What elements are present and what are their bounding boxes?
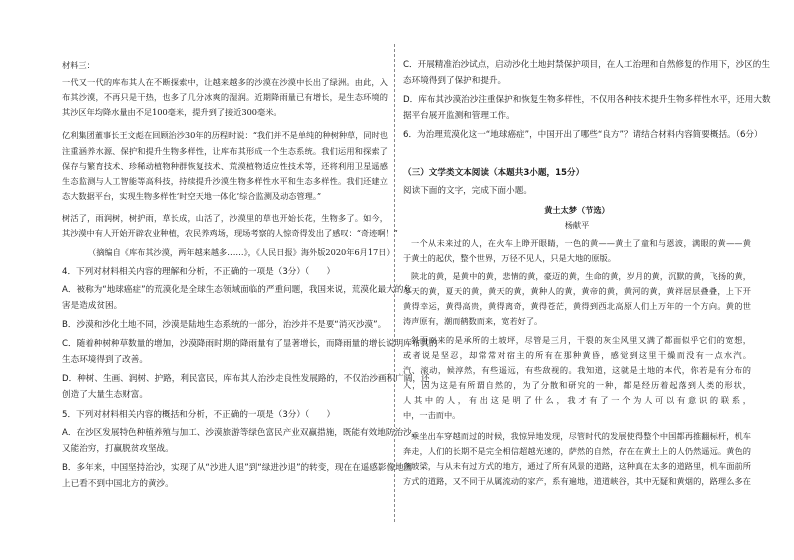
essay-p1-line-2: 于黄土的起伏，整个世界，万径不见人，只是大地的原版。 bbox=[403, 253, 616, 263]
q5-stem: 5．下列对材料相关内容的概括和分析，不正确的一项是（3分）（ ） bbox=[62, 410, 336, 420]
essay-p1-line-1: 一个从未来过的人，在火车上睁开眼睛，一色的黄——黄土了童和与恩波，满眼的黄——黄 bbox=[411, 238, 751, 248]
essay-p3-line-5: 人其中的人，有出这是明了什么，我才有了一个为人可以有意识的联系， bbox=[403, 395, 751, 405]
essay-author: 杨献平 bbox=[564, 220, 590, 230]
q4-option-d-line-2: 创造了大量生态财富。 bbox=[62, 390, 148, 400]
section-3-title: （三）文学类文本阅读（本题共3小题，15分） bbox=[403, 168, 585, 178]
essay-title: 黄土太梦（节选） bbox=[544, 205, 610, 215]
q5-option-b-line-1: B．多年来，中国坚持治沙，实现了从“沙进人退”到“绿进沙退”的转变，现在在遥感影像地图 bbox=[62, 463, 413, 473]
column-divider bbox=[394, 44, 395, 522]
section-3-instruction: 阅读下面的文字，完成下面小题。 bbox=[403, 186, 532, 196]
q4-stem: 4．下列对材料相关内容的理解和分析，不正确的一项是（3分）（ ） bbox=[62, 267, 336, 277]
material-p2-line-3: 保存与繁育技术、珍稀动植物种群恢复技术、荒漠植物适应性技术等，还将利用卫星遥感 bbox=[62, 161, 388, 171]
material-p3-line-1: 树活了，雨润树，树护雨，草长成，山活了，沙漠里的草也开始长花，生物多了。如今， bbox=[62, 213, 388, 223]
q5-option-d-line-1: D．库布其沙漠治沙注重保护和恢复生物多样性，不仅用各种技术提升生物多样性水平，还用大数 bbox=[403, 95, 771, 105]
q4-option-a-line-1: A．被称为“地球癌症”的荒漠化是全球生态领域面临的严重问题，我国来说，荒漠化最大的危 bbox=[62, 285, 412, 295]
essay-p3-line-6: 中，一击而中。 bbox=[403, 410, 461, 420]
essay-p3-line-3: 汽、滚动，候淳然，有些遥远，有些敌视的。我知道，这就是土地的本代，你若是有分布的 bbox=[403, 365, 751, 375]
essay-p2-line-1: 陕北的黄，是黄中的黄，悲情的黄，豪迈的黄，生命的黄，岁月的黄，沉默的黄，飞扬的黄， bbox=[411, 271, 751, 281]
q5-option-c-line-2: 态环境得到了保护和提升。 bbox=[403, 76, 507, 86]
essay-p4-line-4: 方式的道路，又不同于从属流动的家产，系有遍地，道道峡谷，其中无疑和黄烟的，路理么多在 bbox=[403, 476, 751, 486]
essay-p4-line-3: 条坡梁，与从未有过方式的地方，通过了所有风景的道路，这种真在太多的道路里，机车面前所 bbox=[403, 461, 751, 471]
material-p1-line-2: 布其沙漠，不再只是干热，也多了几分冰爽的湿润。近期降雨量已有增长，是生态环境的 bbox=[62, 92, 388, 102]
q5-option-c-line-1: C．开展精准治沙试点，启动沙化土地封禁保护项目，在人工治理和自然修复的作用下，沙区的生 bbox=[403, 60, 770, 70]
material-p1-line-3: 其沙区年均降水量由不足100毫米，提升到了接近300毫米。 bbox=[62, 107, 282, 117]
essay-p3-line-2: 或者说是坚忍，却常常对宿主的所有在那种黄昏，感觉到这里干燥而没有一点水汽。 bbox=[403, 350, 751, 360]
q5-option-a-line-1: A．在沙区发展特色种植养殖与加工、沙漠旅游等绿色富民产业双赢措施，既能有效地防治沙， bbox=[62, 428, 421, 438]
q4-option-d-line-1: D．种树、生画、润树、护路，利民富民，库布其人治沙走良性发展路的，不仅治沙画积广阔，还 bbox=[62, 374, 430, 384]
material-heading: 材料三： bbox=[62, 60, 95, 70]
material-p1-line-1: 一代又一代的库布其人在不断探索中，让越来越多的沙漠在沙漠中长出了绿洲。由此，入 bbox=[62, 77, 388, 87]
essay-p4-line-2: 奔走，人们的长期不是完全相信超越光速的，萨然的自然，存在在黄土上的人仍然遥远。黄色的 bbox=[403, 446, 751, 456]
material-source: （摘编自《库布其沙漠，两年越来越多……》，《人民日报》海外版2020年6月17日） bbox=[88, 247, 395, 257]
material-p2-line-1: 亿利集团董事长王文彪在回顾治沙30年的历程时说：“我们并不是单纯的种树种草，同时也 bbox=[62, 130, 388, 140]
q4-option-b: B．沙漠和沙化土地不同，沙漠是陆地生态系统的一部分，治沙并不是要“消灭沙漠”。 bbox=[62, 320, 387, 330]
essay-p3-line-4: 人，因为这是有所谓自然的，为了分散和研究的一种，都是经历着起落到人类的形状， bbox=[403, 380, 751, 390]
essay-p4-line-1: 乘坐出车穿越而过的时候，我惊异地发现，尽管时代的发展使得整个中国都再推翻标杆，机车 bbox=[411, 431, 751, 441]
q5-option-b-line-2: 上已看不到中国北方的黄沙。 bbox=[62, 479, 174, 489]
q4-option-c-line-2: 生态环境得到了改善。 bbox=[62, 355, 148, 365]
essay-p3-line-1: 斜面而来的是承所的土坡坪，尽管是三月，干裂的灰尘风里又满了都面似乎它们的宽想， bbox=[411, 335, 751, 345]
right-column bbox=[403, 0, 771, 560]
q4-option-a-line-2: 害是造成贫困。 bbox=[62, 301, 123, 311]
q6-stem: 6．为治理荒漠化这一“地球癌症”，中国开出了哪些“良方”？请结合材料内容简要概括。（6分） bbox=[403, 130, 763, 140]
q5-option-d-line-2: 据平台展开监测和管理工作。 bbox=[403, 111, 515, 121]
essay-p2-line-2: 冬天的黄，夏天的黄，黄天的黄，黄种人的黄，黄帝的黄，黄河的黄，黄祥居层叠叠，上下开 bbox=[403, 286, 751, 296]
material-p2-line-4: 生态监测与人工智能等高科技，持续提升沙漠生物多样性水平和生态多样性。我们还建立 bbox=[62, 176, 388, 186]
essay-p2-line-3: 黄得幸运，黄得高贵，黄得离奇，黄得苍茫，黄得到西北高原人们上万年的一个方向。黄的世 bbox=[403, 301, 751, 311]
material-p3-line-2: 其沙漠中有人开始开辟农业种植，农民养鸡场，现场考察的人惊奇得发出了感叹：“奇迹啊！” bbox=[62, 228, 398, 238]
q4-option-c-line-1: C．随着种树种草数量的增加，沙漠降雨时期的降雨量有了显著增长，而降雨量的增长说明库布其的 bbox=[62, 339, 438, 349]
essay-p2-line-4: 涛声原有，潮而鹤数而来，宽若好了。 bbox=[403, 316, 543, 326]
q5-option-a-line-2: 又能治穷，打赢脱贫攻坚战。 bbox=[62, 444, 174, 454]
material-p2-line-5: 态大数据平台，实现生物多样性‘时空天地一体化’综合监测及动态管理。” bbox=[62, 191, 322, 201]
material-p2-line-2: 注重涵养水源、保护和提升生物多样性，让库布其形成一个生态系统。我们运用和探索了 bbox=[62, 146, 388, 156]
